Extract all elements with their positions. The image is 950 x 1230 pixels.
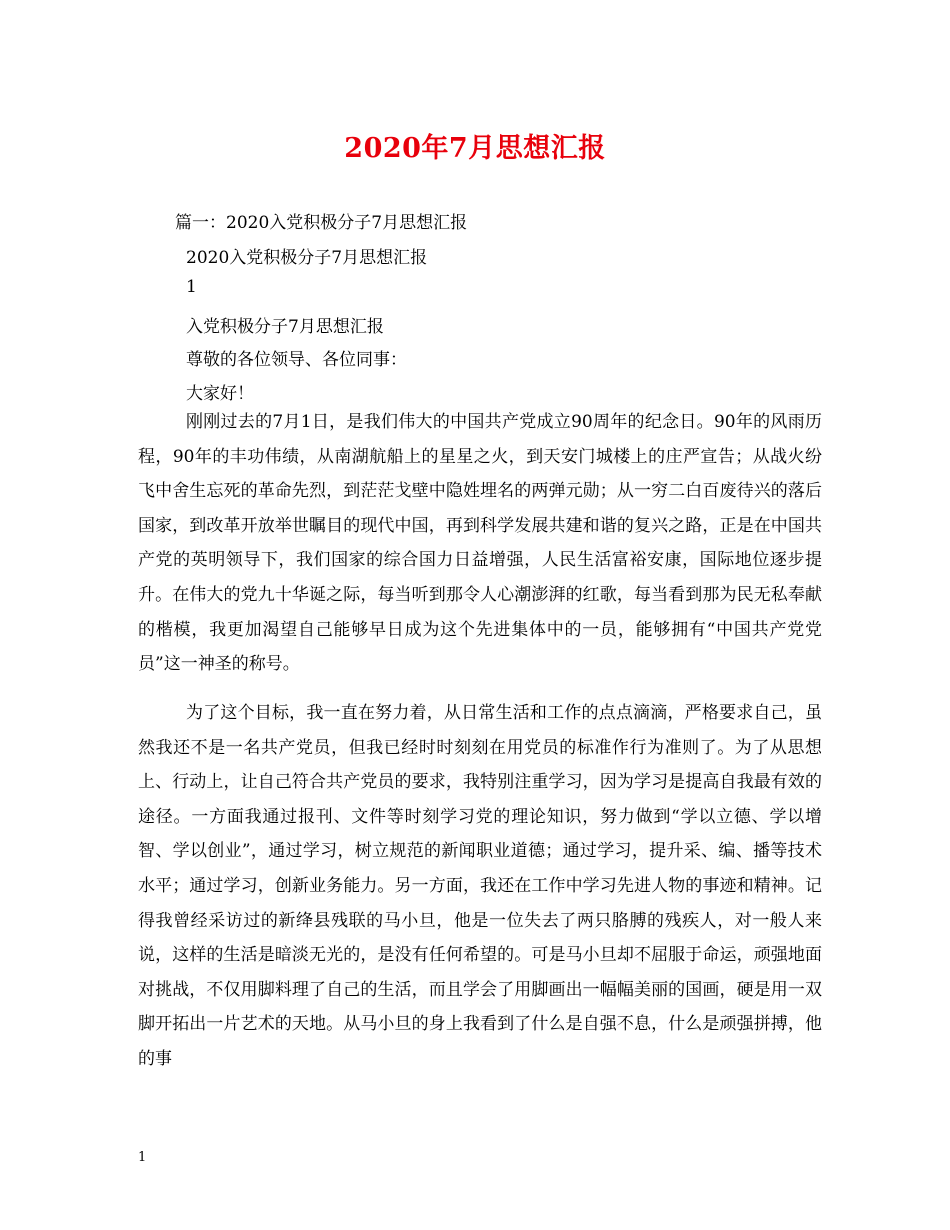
report-heading: 入党积极分子7月思想汇报 [186,317,384,337]
salutation: 尊敬的各位领导、各位同事： [186,350,407,370]
greeting: 大家好！ [186,384,254,404]
section-heading: 篇一：2020入党积极分子7月思想汇报 [175,213,468,233]
subtitle-line: 2020入党积极分子7月思想汇报 [186,248,428,268]
body-paragraph-2: 为了这个目标，我一直在努力着，从日常生活和工作的点点滴滴，严格要求自己，虽然我还不是一名共产党员，但我已经时时刻刻在用党员的标准作行为准则了。为了从思想上、行动上，让自己符合共产党员的要求，我特别注重学习，因为学习是提高自我最有效的途径。一方面我通过报刊、文件等时刻学习党的理论知识，努力做到“学以立德、学以增智、学以创业”，通过学习，树立规范的新闻职业道德；通过学习，提升采、编、播等技术水平；通过学习，创新业务能力。另一方面，我还在工作中学习先进人物的事迹和精神。记得我曾经采访过的新绛县残联的马小旦，他是一位失去了两只胳膊的残疾人，对一般人来说，这样的生活是暗淡无光的，是没有任何希望的。可是马小旦却不屈服于命运，顽强地面对挑战，不仅用脚料理了自己的生活，而且学会了用脚画出一幅幅美丽的国画，硬是用一双脚开拓出一片艺术的天地。从马小旦的身上我看到了什么是自强不息，什么是顽强拼搏，他的事 [138,703,822,1069]
body-paragraph-1: 刚刚过去的7月1日，是我们伟大的中国共产党成立90周年的纪念日。90年的风雨历程，90年的丰功伟绩，从南湖航船上的星星之火，到天安门城楼上的庄严宣告；从战火纷飞中舍生忘死的革命先烈，到茫茫戈壁中隐姓埋名的两弹元勋；从一穷二白百废待兴的落后国家，到改革开放举世瞩目的现代中国，再到科学发展共建和谐的复兴之路，正是在中国共产党的英明领导下，我们国家的综合国力日益增强，人民生活富裕安康，国际地位逐步提升。在伟大的党九十华诞之际，每当听到那令人心潮澎湃的红歌，每当看到那为民无私奉献的楷模，我更加渴望自己能够早日成为这个先进集体中的一员，能够拥有“中国共产党党员”这一神圣的称号。 [138,412,822,675]
document-title: 2020年7月思想汇报 [344,133,606,164]
page-number: 1 [138,1150,147,1165]
number-line: 1 [186,277,197,297]
